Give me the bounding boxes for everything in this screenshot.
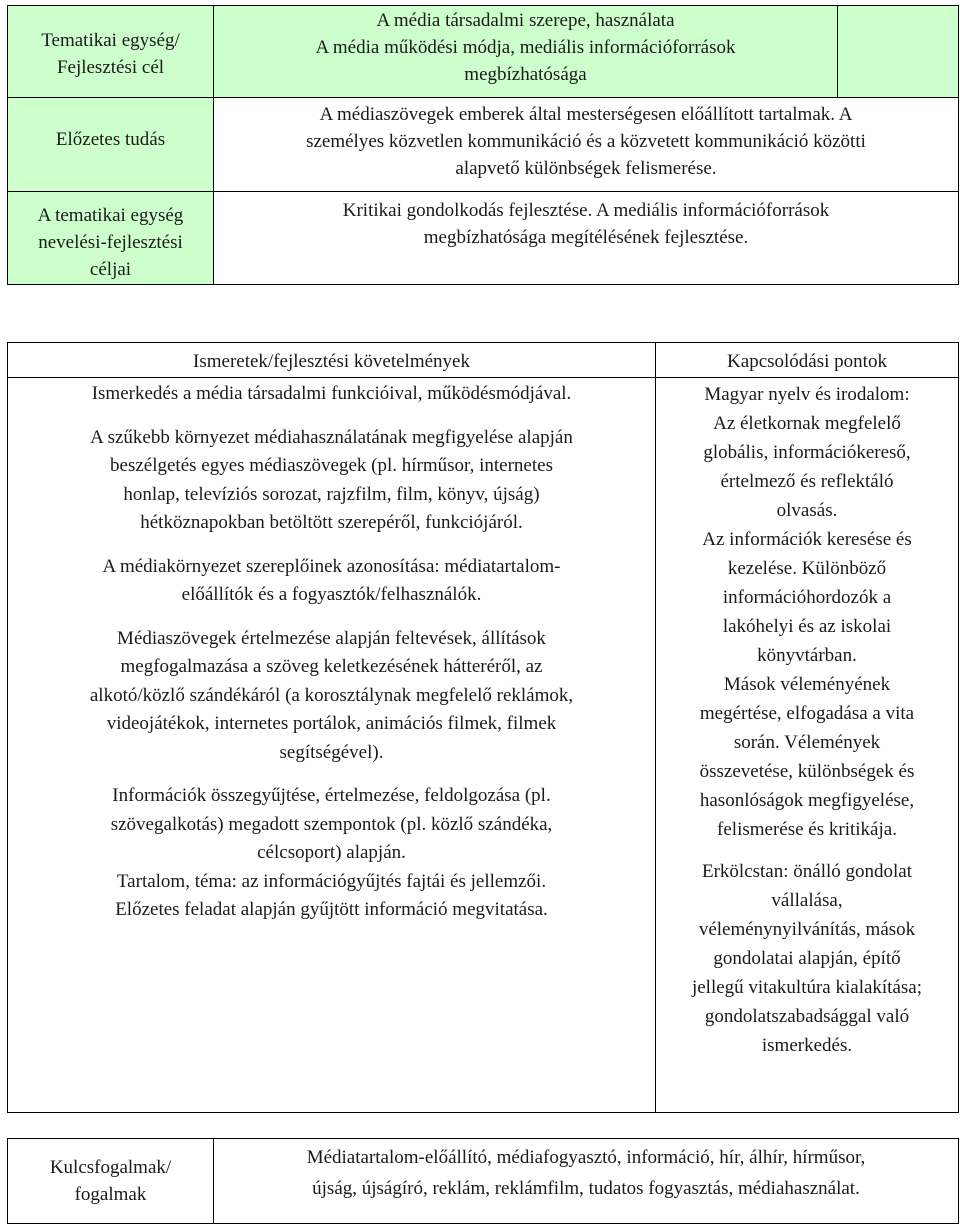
keywords-table [7, 1138, 959, 1224]
connection-line: véleménynyilvánítás, mások [698, 919, 916, 940]
requirements-table [7, 342, 959, 1113]
prior-label: Előzetes tudás [55, 129, 166, 150]
connection-line: Erkölcstan: önálló gondolat [701, 861, 912, 882]
keywords-label-line: fogalmak [74, 1184, 147, 1205]
requirement-line: Médiaszövegek értelmezése alapján feltevések, állítások [117, 627, 546, 649]
unit-blank-cell [838, 6, 959, 98]
unit-title-line: megbízhatósága [464, 64, 587, 85]
requirement-line: Tartalom, téma: az információgyűjtés fajtái és jellemzői. [116, 870, 547, 892]
connection-line: hasonlóságok megfigyelése, [699, 790, 915, 811]
connection-line: Magyar nyelv és irodalom: [704, 384, 910, 405]
keywords-label-line: Kulcsfogalmak/ [49, 1157, 172, 1178]
requirement-line: előállítók és a fogyasztók/felhasználók. [181, 584, 482, 605]
connection-line: vállalása, [771, 890, 843, 911]
requirement-line: A szűkebb környezet médiahasználatának megfigyelése alapján [90, 426, 573, 448]
requirement-line: Előzetes feladat alapján gyűjtött információ megvitatása. [115, 899, 548, 920]
keywords-value-cell [214, 1139, 959, 1224]
requirement-line: Információk összegyűjtése, értelmezése, feldolgozása (pl. [112, 785, 551, 806]
connection-line: olvasás. [776, 500, 838, 521]
goals-line: Kritikai gondolkodás fejlesztése. A mediális információforrások [342, 200, 830, 221]
connection-line: Az életkornak megfelelő [713, 413, 901, 434]
goals-label-line: A tematikai egység [37, 205, 184, 226]
requirement-line: hétköznapokban betöltött szerepéről, funkciójáról. [140, 512, 523, 533]
connection-line: jellegű vitakultúra kialakítása; [691, 977, 923, 998]
connection-line: könyvtárban. [757, 645, 857, 666]
connection-line: során. Vélemények [733, 732, 881, 753]
connections-header-cell [656, 343, 959, 378]
unit-label-line-1: Tematikai egység/ [41, 30, 180, 51]
overview-table [7, 5, 959, 285]
requirement-line: segítségével). [279, 741, 384, 763]
connection-line: értelmező és reflektáló [720, 471, 894, 492]
prior-label-cell [8, 98, 214, 192]
connection-line: gondolatszabadsággal való [704, 1006, 910, 1027]
goals-label-cell [8, 192, 214, 285]
connection-line: Az információk keresése és [702, 529, 912, 550]
prior-line: személyes közvetlen kommunikáció és a közvetett kommunikáció közötti [306, 131, 866, 152]
connection-line: felismerése és kritikája. [717, 819, 897, 840]
requirement-line: A médiakörnyezet szereplőinek azonosítása: médiatartalom- [102, 555, 561, 577]
unit-label-cell [8, 6, 214, 98]
goals-label-line: nevelési-fejlesztési [38, 232, 183, 253]
requirement-line: célcsoport) alapján. [257, 842, 406, 863]
connection-line: ismerkedés. [761, 1035, 853, 1056]
goals-cell [214, 192, 959, 285]
requirement-line: alkotó/közlő szándékáról (a korosztálynak megfelelő reklámok, [89, 684, 574, 706]
prior-line: alapvető különbségek felismerése. [455, 158, 717, 179]
requirement-line: videojátékok, internetes portálok, animációs filmek, filmek [106, 713, 557, 734]
requirement-line: szövegalkotás) megadott szempontok (pl. közlő szándéka, [110, 813, 553, 835]
connections-header: Kapcsolódási pontok [727, 351, 887, 372]
requirement-line: beszélgetés egyes médiaszövegek (pl. hírműsor, internetes [110, 455, 553, 476]
unit-title-line: A média társadalmi szerepe, használata [376, 10, 675, 31]
goals-line: megbízhatósága megítélésének fejlesztése. [423, 227, 749, 248]
unit-label-line-2: Fejlesztési cél [56, 57, 165, 78]
connections-body [656, 378, 959, 1113]
goals-label-line: céljai [89, 259, 132, 280]
requirements-header-cell [8, 343, 656, 378]
requirement-line: honlap, televíziós sorozat, rajzfilm, film, könyv, újság) [123, 483, 540, 505]
requirements-header: Ismeretek/fejlesztési követelmények [193, 351, 470, 372]
connection-line: összevetése, különbségek és [699, 761, 915, 782]
keywords-line: újság, újságíró, reklám, reklámfilm, tudatos fogyasztás, médiahasználat. [312, 1178, 860, 1199]
connection-line: kezelése. Különböző [727, 558, 887, 579]
keywords-line: Médiatartalom-előállító, médiafogyasztó, információ, hír, álhír, hírműsor, [306, 1147, 866, 1168]
connection-line: globális, információkereső, [703, 442, 911, 463]
unit-title-cell [214, 6, 838, 98]
connection-line: megértése, elfogadása a vita [699, 703, 915, 724]
connection-line: gondolatai alapján, építő [713, 948, 901, 969]
requirement-line: megfogalmazása a szöveg keletkezésének hátteréről, az [120, 656, 543, 677]
connection-line: Mások véleményének [723, 674, 891, 695]
requirements-body [8, 378, 656, 1113]
keywords-label-cell [8, 1139, 214, 1224]
prior-line: A médiaszövegek emberek által mesterségesen előállított tartalmak. A [319, 104, 853, 125]
unit-title-line: A média működési módja, mediális információforrások [315, 37, 736, 58]
connection-line: információhordozók a [722, 587, 892, 608]
prior-knowledge-cell [214, 98, 959, 192]
connection-line: lakóhelyi és az iskolai [722, 616, 892, 637]
requirement-line: Ismerkedés a média társadalmi funkcióival, működésmódjával. [91, 383, 572, 404]
